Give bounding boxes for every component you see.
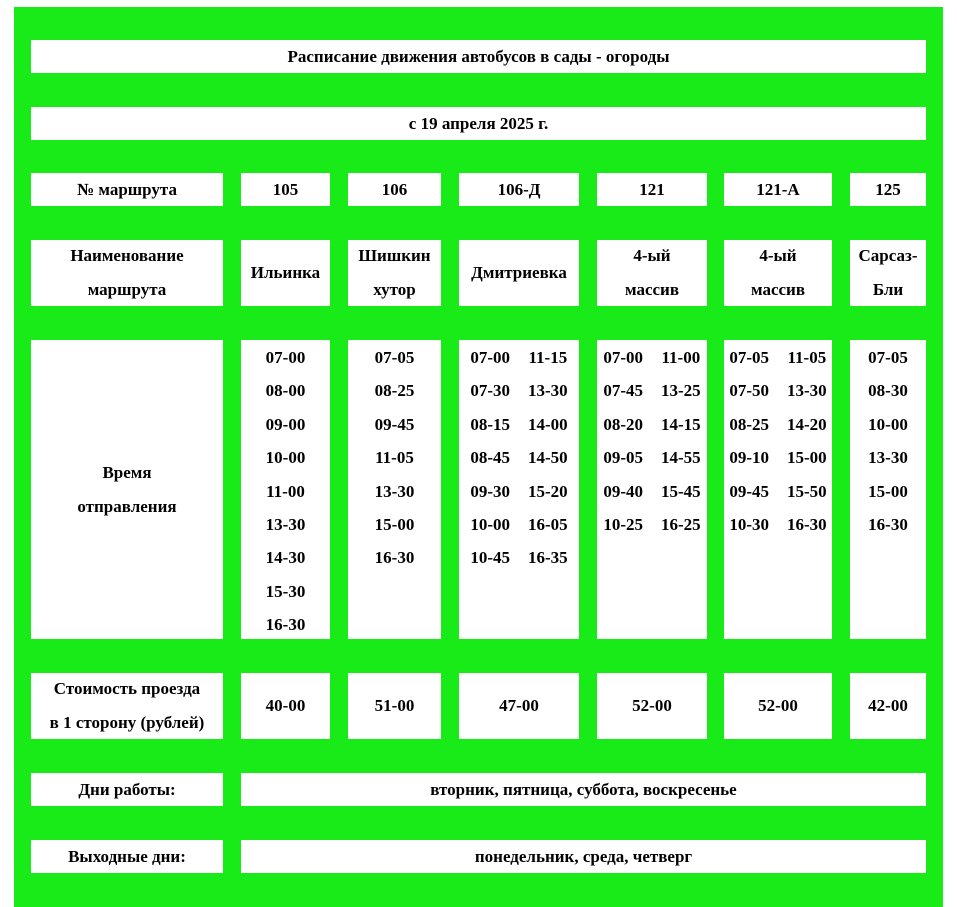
departure-time: 14-30 [265,548,306,568]
route-number-value: 121 [639,179,665,199]
departure-time: 09-45 [374,414,415,434]
departure-times-6 [850,340,926,639]
route-number-value: 105 [272,179,299,199]
departure-time: 11-05 [375,448,414,468]
days-off-value [241,840,926,873]
time-column [868,341,908,639]
route-name-4 [597,240,707,306]
route-name-line1: Шишкин [358,246,431,265]
days-off-value-text: понедельник, среда, четверг [474,846,693,866]
route-name-line1: 4-ый [633,246,671,265]
departure-time: 08-30 [868,381,908,401]
departure-times-4 [597,340,707,639]
departure-time: 13-25 [661,381,701,401]
departure-time: 09-40 [603,481,643,501]
departure-time: 16-05 [528,514,568,534]
route-name-line1: 4-ый [759,246,797,265]
fare-label [31,673,223,739]
departure-time: 07-05 [868,348,908,367]
fare-value: 47-00 [499,696,539,715]
departure-time: 16-30 [265,615,306,635]
time-column [787,341,827,639]
departure-time: 13-30 [528,381,568,401]
time-column [661,341,701,639]
fare-5 [724,673,832,739]
route-name-line2: хутор [373,280,416,299]
route-number-2 [348,173,441,206]
departure-times-2 [348,340,441,639]
route-number-value: 106-Д [497,179,541,199]
route-number-6 [850,173,926,206]
departure-time: 15-45 [661,481,701,501]
departure-time: 16-30 [787,514,827,534]
departure-time: 07-45 [603,381,643,401]
departure-time: 08-25 [374,381,415,401]
departure-time: 10-00 [265,448,306,468]
departure-times-3 [459,340,579,639]
departure-time: 07-05 [374,348,415,367]
route-number-value: 106 [381,179,408,199]
time-column [528,341,568,639]
route-number-4 [597,173,707,206]
route-name-6 [850,240,926,306]
departure-time: 07-30 [470,381,510,401]
departure-time: 11-00 [661,348,701,367]
departure-time: 11-15 [528,348,568,367]
route-name-label-line1: Наименование [70,246,184,265]
departure-time: 09-45 [729,481,769,501]
departure-time: 13-30 [265,514,306,534]
fare-4 [597,673,707,739]
route-name-label [31,240,223,306]
route-number-5 [724,173,832,206]
departure-time: 11-05 [787,348,827,367]
departure-time: 16-30 [374,548,415,568]
departure-time: 08-15 [470,414,510,434]
route-name-line2: массив [624,280,680,299]
departure-time: 08-25 [729,414,769,434]
departure-label-line1: Время [102,462,152,482]
fare-label-line2: в 1 сторону (рублей) [49,713,205,732]
route-name-2 [348,240,441,306]
departure-time: 15-00 [374,514,415,534]
departure-time: 07-50 [729,381,769,401]
route-number-1 [241,173,330,206]
departure-time: 07-05 [729,348,769,367]
route-number-value: 121-А [756,179,800,199]
departure-time: 16-25 [661,514,701,534]
departure-time: 08-00 [265,381,306,401]
fare-2 [348,673,441,739]
fare-value: 51-00 [374,696,415,715]
route-name-line1: Дмитриевка [471,263,567,282]
departure-time: 08-45 [470,448,510,468]
route-number-label-text: № маршрута [77,179,177,199]
schedule-title-text: Расписание движения автобусов в сады - огороды [287,46,670,66]
route-number-3 [459,173,579,206]
departure-time: 07-00 [265,348,306,367]
departure-time: 15-20 [528,481,568,501]
departure-time: 13-30 [787,381,827,401]
departure-label-line2: отправления [77,496,177,516]
departure-time: 15-50 [787,481,827,501]
fare-value: 52-00 [632,696,672,715]
time-column [266,341,306,639]
days-off-label [31,840,223,873]
departure-time: 16-35 [528,548,568,568]
schedule-title [31,40,926,73]
fare-value: 52-00 [758,696,798,715]
departure-time: 10-00 [470,514,510,534]
fare-label-line1: Стоимость проезда [53,679,201,698]
departure-time: 10-00 [868,414,908,434]
departure-time: 10-45 [470,548,510,568]
departure-times-1 [241,340,330,639]
route-name-5 [724,240,832,306]
departure-time: 14-55 [661,448,701,468]
work-days-value-text: вторник, пятница, суббота, воскресенье [430,779,737,799]
departure-label [31,340,223,639]
time-column [470,341,510,639]
departure-time: 16-30 [868,514,908,534]
departure-time: 14-20 [787,414,827,434]
schedule-date-text: с 19 апреля 2025 г. [408,113,549,133]
departure-times-5 [724,340,832,639]
days-off-label-text: Выходные дни: [68,846,186,866]
route-name-line1: Ильинка [250,263,321,282]
fare-3 [459,673,579,739]
departure-time: 07-00 [470,348,510,367]
fare-6 [850,673,926,739]
departure-time: 09-00 [265,414,306,434]
departure-time: 09-05 [603,448,643,468]
departure-time: 15-30 [265,581,306,601]
route-name-label-line2: маршрута [87,280,167,299]
time-column [729,341,769,639]
route-name-3 [459,240,579,306]
route-name-line1: Сарсаз- [858,246,918,265]
schedule-board [14,7,943,907]
departure-time: 09-30 [470,481,510,501]
departure-time: 14-15 [661,414,701,434]
work-days-label [31,773,223,806]
departure-time: 13-30 [374,481,415,501]
departure-time: 09-10 [729,448,769,468]
route-name-line2: массив [750,280,806,299]
time-column [375,341,415,639]
work-days-value [241,773,926,806]
departure-time: 10-25 [603,514,643,534]
departure-time: 10-30 [729,514,769,534]
departure-time: 08-20 [603,414,643,434]
departure-time: 11-00 [266,481,305,501]
work-days-label-text: Дни работы: [78,779,176,799]
departure-time: 14-50 [528,448,568,468]
route-name-1 [241,240,330,306]
departure-time: 07-00 [603,348,643,367]
schedule-date [31,107,926,140]
route-number-label [31,173,223,206]
fare-value: 40-00 [265,696,306,715]
fare-value: 42-00 [868,696,908,715]
fare-1 [241,673,330,739]
time-column [603,341,643,639]
route-name-line2: Бли [872,280,904,299]
departure-time: 14-00 [528,414,568,434]
route-number-value: 125 [875,179,901,199]
departure-time: 15-00 [868,481,908,501]
departure-time: 15-00 [787,448,827,468]
departure-time: 13-30 [868,448,908,468]
